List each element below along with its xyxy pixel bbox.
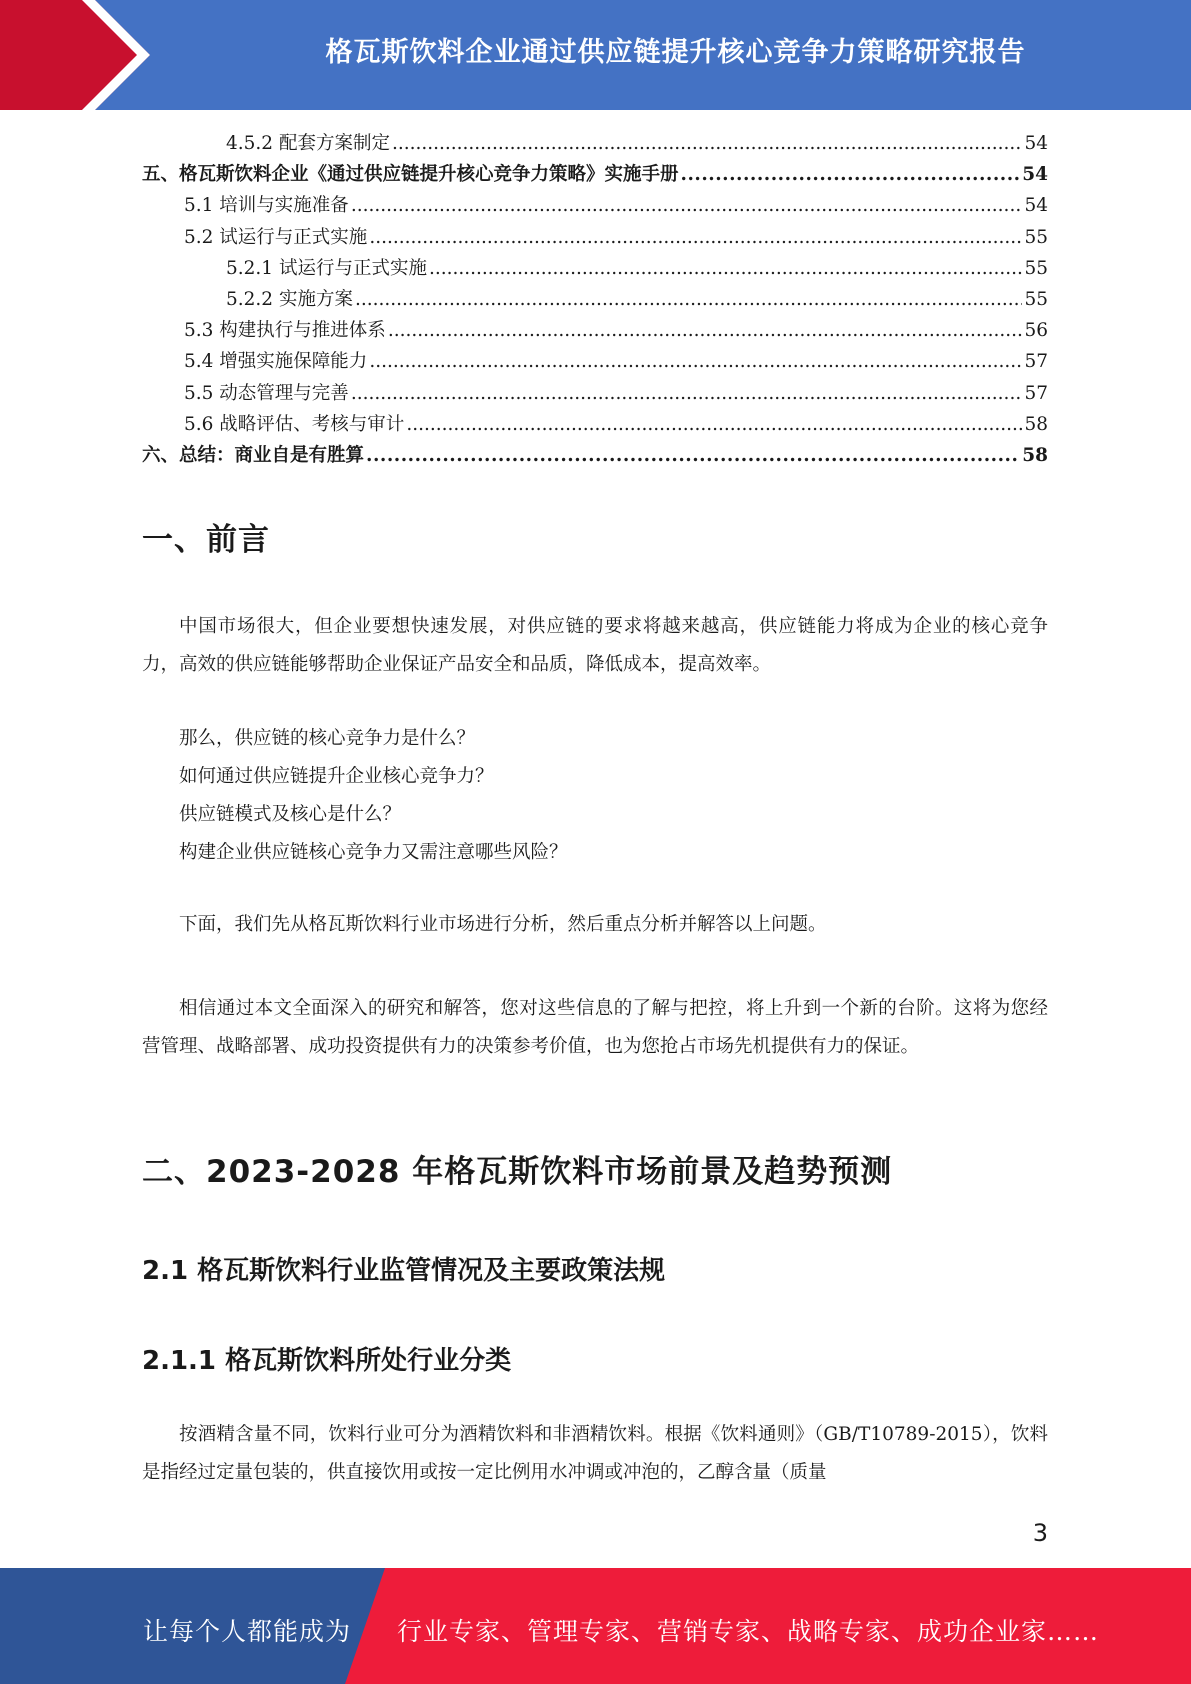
paragraph-2 (142, 906, 1048, 944)
toc-entry[interactable] (142, 222, 1048, 253)
toc-entry-page: 54 (1024, 195, 1048, 217)
toc-entry[interactable] (142, 346, 1048, 377)
toc-entry-page: 55 (1024, 226, 1048, 248)
toc-entry-page: 58 (1022, 444, 1048, 466)
question-list (142, 720, 1048, 872)
paragraph-2-1-1 (142, 1416, 1048, 1491)
toc-entry-label: 5.3 构建执行与推进体系 (184, 320, 386, 342)
toc-entry-page: 55 (1024, 288, 1048, 310)
report-title: 格瓦斯饮料企业通过供应链提升核心竞争力策略研究报告 (325, 37, 1026, 68)
toc-entry-label: 5.6 战略评估、考核与审计 (184, 413, 405, 435)
toc-entry[interactable] (142, 409, 1048, 440)
toc-dot-leader (369, 346, 1022, 377)
page-number: 3 (1032, 1519, 1048, 1547)
section-2 (142, 1146, 1048, 1191)
toc-dot-leader (351, 378, 1023, 409)
question-item: 如何通过供应链提升企业核心竞争力？ (179, 766, 494, 787)
toc-dot-leader (429, 253, 1022, 284)
toc-entry-label: 5.4 增强实施保障能力 (184, 351, 368, 373)
toc-dot-leader (392, 128, 1022, 159)
question-item: 构建企业供应链核心竞争力又需注意哪些风险？ (179, 842, 568, 863)
toc-entry[interactable] (142, 315, 1048, 346)
table-of-contents (142, 128, 1048, 471)
section-1 (142, 514, 1048, 559)
footer-slogan-right: 行业专家、管理专家、营销专家、战略专家、成功企业家…… (397, 1617, 1100, 1646)
toc-dot-leader (355, 284, 1023, 315)
toc-entry-label: 4.5.2 配套方案制定 (226, 133, 390, 154)
toc-entry-page: 56 (1024, 320, 1048, 342)
section-heading: 二、2023-2028 年格瓦斯饮料市场前景及趋势预测 (142, 1154, 893, 1190)
toc-entry-label: 5.2.1 试运行与正式实施 (226, 257, 427, 279)
footer-banner (0, 1568, 1191, 1684)
toc-entry-label: 5.1 培训与实施准备 (184, 195, 349, 217)
toc-entry[interactable] (142, 440, 1048, 471)
question-item: 那么，供应链的核心竞争力是什么？ (179, 728, 476, 749)
header-arrow-decoration (0, 0, 150, 110)
section-heading: 一、前言 (142, 522, 270, 558)
toc-entry-page: 54 (1022, 164, 1048, 186)
toc-entry[interactable] (142, 128, 1048, 159)
toc-entry-page: 57 (1024, 351, 1048, 373)
toc-dot-leader (366, 440, 1020, 471)
toc-dot-leader (369, 222, 1022, 253)
toc-entry-label: 5.2.2 实施方案 (226, 288, 353, 310)
toc-entry-label: 5.5 动态管理与完善 (184, 382, 349, 404)
toc-entry-page: 54 (1024, 133, 1048, 154)
intro-paragraph (142, 608, 1048, 683)
toc-dot-leader (388, 315, 1023, 346)
toc-entry[interactable] (142, 159, 1048, 190)
toc-entry-label: 五、格瓦斯饮料企业《通过供应链提升核心竞争力策略》实施手册 (142, 164, 679, 186)
paragraph: 中国市场很大，但企业要想快速发展，对供应链的要求将越来越高，供应链能力将成为企业的核心竞争力，高效的供应链能够帮助企业保证产品安全和品质，降低成本，提高效率。 (142, 616, 1048, 675)
toc-entry[interactable] (142, 190, 1048, 221)
paragraph: 下面，我们先从格瓦斯饮料行业市场进行分析，然后重点分析并解答以上问题。 (179, 914, 827, 935)
toc-entry-page: 58 (1024, 413, 1048, 435)
subsection-heading: 2.1.1 格瓦斯饮料所处行业分类 (142, 1346, 512, 1376)
toc-entry-label: 六、总结：商业自是有胜算 (142, 444, 365, 466)
toc-entry-page: 57 (1024, 382, 1048, 404)
toc-entry[interactable] (142, 378, 1048, 409)
toc-entry-page: 55 (1024, 257, 1048, 279)
toc-dot-leader (406, 409, 1022, 440)
question-item: 供应链模式及核心是什么？ (179, 804, 402, 825)
toc-entry-label: 5.2 试运行与正式实施 (184, 226, 368, 248)
subsection-heading: 2.1 格瓦斯饮料行业监管情况及主要政策法规 (142, 1256, 666, 1286)
page-content (142, 128, 1048, 1483)
subsection-2-1 (142, 1250, 1048, 1287)
paragraph: 相信通过本文全面深入的研究和解答，您对这些信息的了解与把控，将上升到一个新的台阶。这将为您经营管理、战略部署、成功投资提供有力的决策参考价值，也为您抢占市场先机提供有力的保证。 (142, 998, 1048, 1057)
toc-dot-leader (351, 190, 1023, 221)
header-banner (0, 0, 1191, 110)
toc-entry[interactable] (142, 284, 1048, 315)
toc-entry[interactable] (142, 253, 1048, 284)
subsection-2-1-1 (142, 1340, 1048, 1377)
toc-dot-leader (681, 159, 1021, 190)
footer-slogan-left: 让每个人都能成为 (143, 1617, 352, 1646)
paragraph-3 (142, 990, 1048, 1065)
paragraph: 按酒精含量不同，饮料行业可分为酒精饮料和非酒精饮料。根据《饮料通则》（GB/T10789-2015），饮料是指经过定量包装的，供直接饮用或按一定比例用水冲调或冲泡的，乙醇含量（质量 (142, 1424, 1048, 1483)
